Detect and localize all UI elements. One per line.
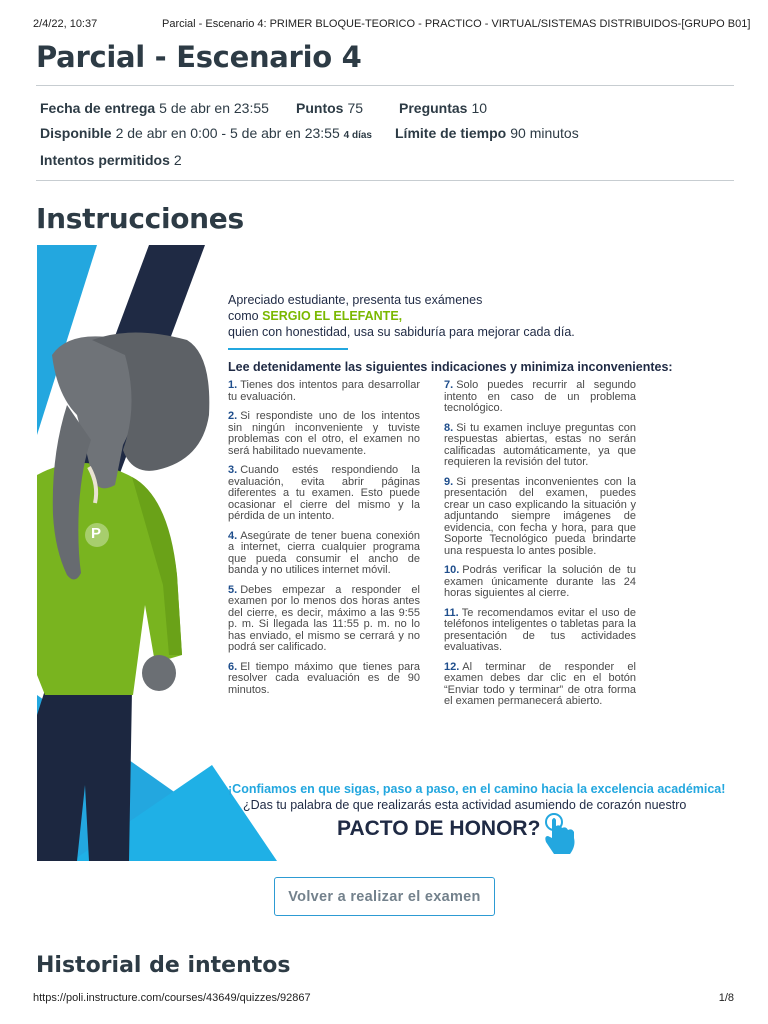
instruction-number: 9. <box>444 475 454 488</box>
attempts-value: 2 <box>173 152 182 168</box>
print-header <box>0 14 768 30</box>
questions-label: Preguntas <box>399 100 468 116</box>
instruction-number: 3. <box>228 464 238 476</box>
available-days: 4 días <box>343 130 372 141</box>
instruction-number: 2. <box>228 410 238 422</box>
divider <box>36 85 734 86</box>
instruction-item <box>444 477 636 558</box>
instruction-number: 5. <box>228 583 238 596</box>
points <box>296 100 363 116</box>
instruction-text: Al terminar de responder el examen debes dar clic en el botón “Enviar todo y terminar” de otra forma el examen permanecerá abierto. <box>444 660 636 707</box>
instruction-item <box>228 585 420 654</box>
retake-quiz-button[interactable]: Volver a realizar el examen <box>274 877 495 916</box>
intro-highlight: SERGIO EL ELEFANTE, <box>262 309 403 323</box>
instruction-number: 12. <box>444 660 460 673</box>
instruction-item <box>444 662 636 708</box>
instruction-item <box>228 662 420 697</box>
banner-confiamos: ¡Confiamos en que sigas, paso a paso, en el camino hacia la excelencia académica! <box>228 782 726 796</box>
instructions-left-column <box>228 380 420 704</box>
instruction-item <box>444 423 636 469</box>
banner-intro <box>228 292 575 340</box>
instruction-text: Cuando estés respondiendo la evaluación, evita abrir páginas diferentes a tu examen. Esto puede ocasionar el cierre del mismo y la pérdida de un intento. <box>228 464 420 522</box>
attempt-history-title: Historial de intentos <box>36 953 291 978</box>
page-title: Parcial - Escenario 4 <box>36 40 362 74</box>
instruction-item <box>228 465 420 523</box>
instruction-number: 8. <box>444 421 454 434</box>
shirt-logo: P <box>91 525 102 542</box>
print-doc-title: Parcial - Escenario 4: PRIMER BLOQUE-TEORICO - PRACTICO - VIRTUAL/SISTEMAS DISTRIBUIDOS-[GRUPO B01] <box>162 18 751 30</box>
time-limit-label: Límite de tiempo <box>395 125 507 141</box>
due-date-value: 5 de abr en 23:55 <box>159 100 269 116</box>
instructions-right-column <box>444 380 636 716</box>
available <box>40 125 372 141</box>
points-label: Puntos <box>296 100 344 116</box>
intro-line-1: Apreciado estudiante, presenta tus exámenes <box>228 293 483 307</box>
print-url: https://poli.instructure.com/courses/43649/quizzes/92867 <box>33 992 311 1004</box>
instructions-title: Instrucciones <box>36 202 244 235</box>
instruction-number: 4. <box>228 529 238 542</box>
instruction-text: Podrás verificar la solución de tu examen únicamente durante las 24 horas siguientes al cierre. <box>444 564 636 599</box>
instruction-number: 6. <box>228 660 238 673</box>
divider <box>36 180 734 181</box>
instruction-item <box>444 565 636 600</box>
intro-prefix: como <box>228 309 259 323</box>
instruction-text: Si presentas inconvenientes con la presentación del examen, puedes crear un caso explicando la situación y adjuntando siempre imágenes de evidencia, con fecha y hora, para que Soporte Tecnológico pueda brindarte una respuesta lo antes posible. <box>444 475 636 557</box>
intro-underline <box>228 348 348 350</box>
instruction-text: El tiempo máximo que tienes para resolver cada evaluación es de 90 minutos. <box>228 660 420 696</box>
questions <box>399 100 487 116</box>
banner-lead: Lee detenidamente las siguientes indicaciones y minimiza inconvenientes: <box>228 360 673 374</box>
available-label: Disponible <box>40 125 112 141</box>
instruction-text: Si respondiste uno de los intentos sin ningún inconveniente y tuviste problemas con el otro, el examen no será habilitado nuevamente. <box>228 410 420 457</box>
banner-pacto: PACTO DE HONOR? <box>337 817 541 840</box>
available-value: 2 de abr en 0:00 - 5 de abr en 23:55 <box>115 125 340 141</box>
intro-line-2 <box>228 308 575 324</box>
print-page-number: 1/8 <box>718 992 734 1004</box>
due-date <box>40 100 269 116</box>
print-date: 2/4/22, 10:37 <box>33 18 98 30</box>
instruction-text: Asegúrate de tener buena conexión a internet, cierra cualquier programa que pueda consumir el ancho de banda y no utilices internet móvil. <box>228 529 420 576</box>
instruction-number: 1. <box>228 379 238 391</box>
points-value: 75 <box>347 100 364 116</box>
instruction-item <box>228 380 420 403</box>
instruction-text: Debes empezar a responder el examen por lo menos dos horas antes del cierre, es decir, máximo a las 9:55 p. m. Si llegada las 11:55 p. m. no lo has enviado, el mismo se cerrará y no podrá ser calificado. <box>228 583 420 653</box>
instruction-text: Te recomendamos evitar el uso de teléfonos inteligentes o tabletas para la presentación de tus actividades evaluativas. <box>444 606 636 653</box>
instruction-number: 7. <box>444 379 454 391</box>
instruction-number: 10. <box>444 564 460 576</box>
instruction-item <box>228 531 420 577</box>
intro-line-3: quien con honestidad, usa su sabiduría para mejorar cada día. <box>228 325 575 339</box>
attempts-label: Intentos permitidos <box>40 152 170 168</box>
instruction-text: Si tu examen incluye preguntas con respuestas abiertas, estas no serán calificadas automáticamente, ya que requieren la revisión del tutor. <box>444 421 636 468</box>
time-limit-value: 90 minutos <box>510 125 579 141</box>
banner-das: ¿Das tu palabra de que realizarás esta actividad asumiendo de corazón nuestro <box>243 798 687 812</box>
instruction-item <box>228 411 420 457</box>
pointing-hand-icon <box>540 812 580 858</box>
questions-value: 10 <box>471 100 488 116</box>
instruction-text: Tienes dos intentos para desarrollar tu evaluación. <box>228 379 420 403</box>
instruction-item <box>444 380 636 415</box>
instruction-item <box>444 608 636 654</box>
attempts-allowed <box>40 152 182 168</box>
time-limit <box>395 125 579 141</box>
due-date-label: Fecha de entrega <box>40 100 156 116</box>
instruction-text: Solo puedes recurrir al segundo intento en caso de un problema tecnológico. <box>444 379 636 414</box>
instruction-number: 11. <box>444 606 459 619</box>
